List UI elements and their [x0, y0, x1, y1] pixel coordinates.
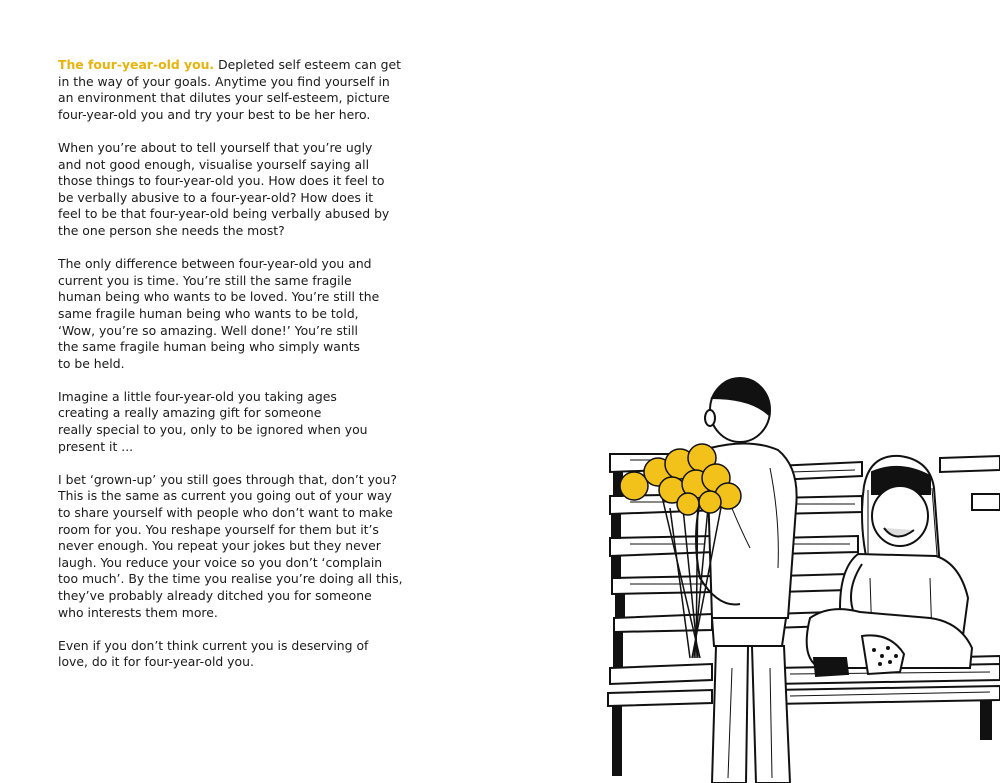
paragraph-line: current you is time. You’re still the same fragile [58, 272, 352, 288]
paragraph-line: creating a really amazing gift for someone [58, 405, 322, 421]
girl-figure [807, 456, 972, 676]
paragraph-line: the one person she needs the most? [58, 222, 285, 238]
lead-heading: The four-year-old you. [58, 57, 215, 72]
paragraph-line: to be held. [58, 355, 125, 371]
paragraph-line: the same fragile human being who simply wants [58, 339, 361, 355]
paragraph-line: they’ve probably already ditched you for someone [58, 588, 372, 603]
paragraph-line: room for you. You reshape yourself for them but it’s [58, 521, 379, 537]
paragraph-5 [58, 472, 408, 621]
paragraph-1 [58, 57, 408, 123]
paragraph-line: and not good enough, visualise yourself saying all [58, 156, 370, 172]
paragraph-line: an environment that dilutes your self-esteem, picture [58, 90, 390, 106]
body-text [58, 57, 408, 688]
paragraph-line: present it ... [58, 438, 134, 454]
boy-figure [696, 378, 797, 783]
paragraph-line: be verbally abusive to a four-year-old? How does it [58, 189, 374, 205]
paragraph-line: really special to you, only to be ignored when you [58, 422, 368, 438]
paragraph-line: laugh. You reduce your voice so you don’t ‘complain [58, 554, 383, 570]
paragraph-3 [58, 256, 408, 372]
paragraph-line: I bet ‘grown-up’ you still goes through that, don’t you? [58, 471, 397, 487]
paragraph-line: who interests them more. [58, 604, 218, 620]
paragraph-line: human being who wants to be loved. You’re still the [58, 289, 380, 305]
paragraph-4 [58, 389, 408, 455]
paragraph-2 [58, 140, 408, 240]
paragraph-line: Imagine a little four-year-old you taking ages [58, 388, 337, 404]
paragraph-line: The four-year-old you. Depleted self esteem can get [58, 57, 402, 72]
paragraph-line: The only difference between four-year-old you and [58, 256, 372, 272]
paragraph-line: too much’. By the time you realise you’re doing all this, [58, 571, 403, 587]
paragraph-line: to share yourself with people who don’t want to make [58, 505, 393, 521]
paragraph-line: feel to be that four-year-old being verbally abused by [58, 206, 390, 222]
bench-illustration [600, 368, 1000, 783]
paragraph-line: in the way of your goals. Anytime you find yourself in [58, 73, 390, 89]
paragraph-line: never enough. You repeat your jokes but they never [58, 538, 381, 554]
paragraph-line: those things to four-year-old you. How does it feel to [58, 173, 385, 189]
paragraph-line: love, do it for four-year-old you. [58, 654, 254, 670]
paragraph-line: same fragile human being who wants to be told, [58, 305, 359, 321]
paragraph-line: This is the same as current you going out of your way [58, 488, 392, 504]
paragraph-line: Even if you don’t think current you is deserving of [58, 637, 369, 653]
paragraph-6 [58, 638, 408, 671]
paragraph-line: four-year-old you and try your best to be her hero. [58, 106, 371, 122]
paragraph-line: ‘Wow, you’re so amazing. Well done!’ You’re still [58, 322, 358, 338]
paragraph-line: When you’re about to tell yourself that you’re ugly [58, 139, 373, 155]
